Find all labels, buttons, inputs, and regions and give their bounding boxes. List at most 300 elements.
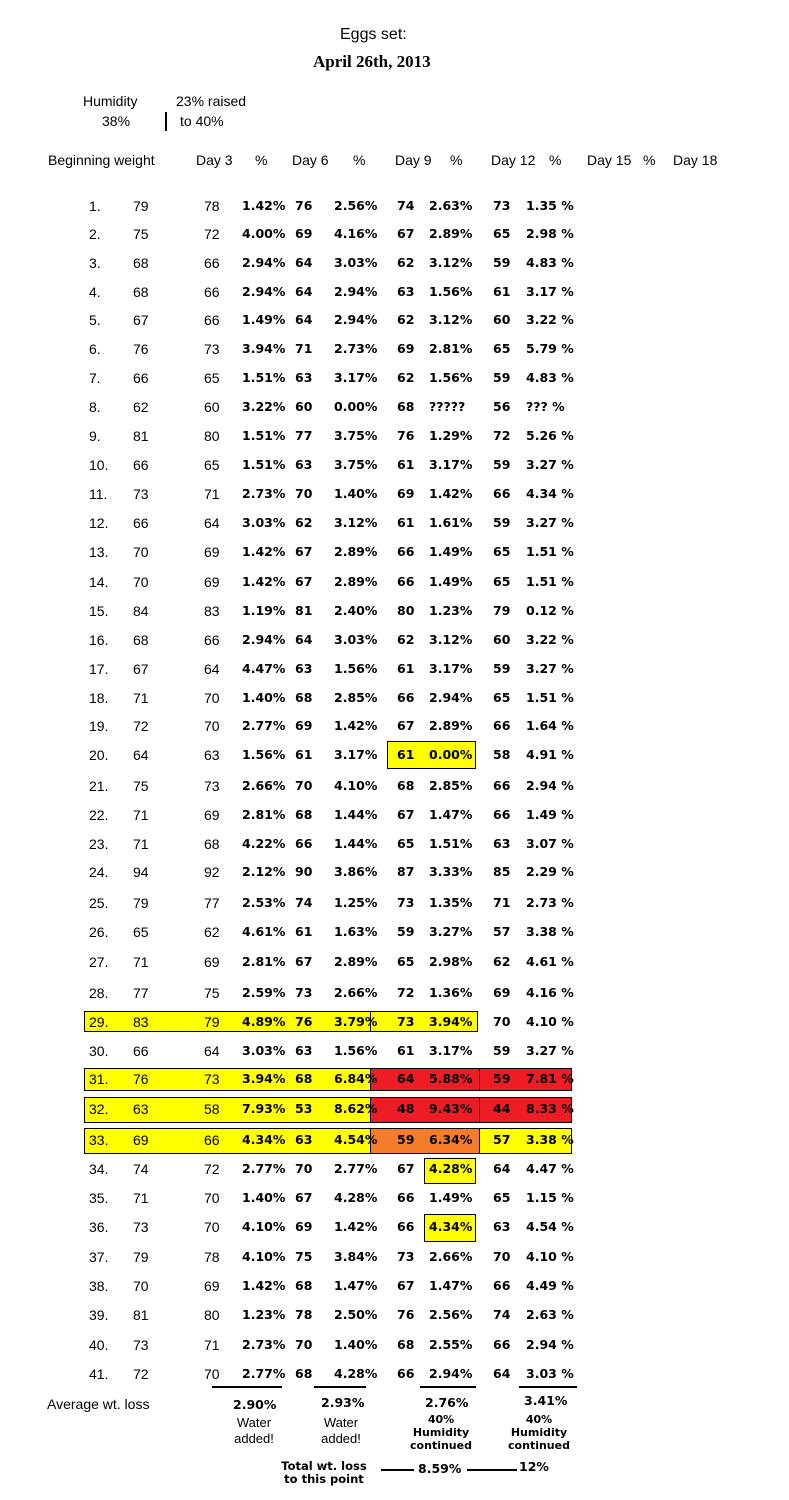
row-number: 7. xyxy=(89,370,101,386)
day6-weight: 67 xyxy=(295,544,313,559)
row-number: 25. xyxy=(89,895,109,911)
day9-pct: 1.49% xyxy=(429,544,473,559)
day3-weight: 66 xyxy=(204,284,220,300)
day6-weight: 62 xyxy=(295,515,313,530)
day12-weight: 79 xyxy=(493,603,511,618)
note-day9: 40% Humidity continued xyxy=(410,1413,472,1452)
row-number: 11. xyxy=(89,486,108,502)
day6-weight: 67 xyxy=(295,574,313,589)
day9-weight: 68 xyxy=(397,778,415,793)
day3-pct: 1.51% xyxy=(242,457,286,472)
day9-weight: 66 xyxy=(397,1366,415,1381)
header-day3: Day 3 xyxy=(196,152,233,168)
day6-weight: 69 xyxy=(295,226,313,241)
day12-pct: 4.83 % xyxy=(526,370,574,385)
day6-weight: 64 xyxy=(295,284,313,299)
day6-pct: 2.66% xyxy=(334,985,378,1000)
day3-weight: 64 xyxy=(204,661,220,677)
day3-pct: 4.34% xyxy=(242,1132,286,1147)
day9-weight: 62 xyxy=(397,370,415,385)
beginning-weight: 71 xyxy=(133,690,149,706)
day6-pct: 4.16% xyxy=(334,226,378,241)
beginning-weight: 68 xyxy=(133,284,149,300)
day6-pct: 1.56% xyxy=(334,661,378,676)
day12-pct: 3.38 % xyxy=(526,1132,574,1147)
beginning-weight: 83 xyxy=(133,1014,149,1030)
day12-weight: 59 xyxy=(493,457,511,472)
day12-weight: 66 xyxy=(493,718,511,733)
day9-weight: 69 xyxy=(397,486,415,501)
beginning-weight: 73 xyxy=(133,1219,149,1235)
day3-pct: 2.12% xyxy=(242,864,286,879)
row-number: 4. xyxy=(89,284,101,300)
day12-weight: 64 xyxy=(493,1161,511,1176)
row-number: 8. xyxy=(89,399,101,415)
day12-weight: 64 xyxy=(493,1366,511,1381)
day6-weight: 61 xyxy=(295,924,313,939)
day12-pct: 3.27 % xyxy=(526,661,574,676)
day6-pct: 3.86% xyxy=(334,864,378,879)
day3-pct: 2.53% xyxy=(242,895,286,910)
row-number: 5. xyxy=(89,312,101,328)
day9-pct: 2.98% xyxy=(429,954,473,969)
day9-pct: 4.28% xyxy=(429,1161,473,1176)
day9-weight: 62 xyxy=(397,632,415,647)
day9-pct: 2.85% xyxy=(429,778,473,793)
beginning-weight: 75 xyxy=(133,778,149,794)
beginning-weight: 79 xyxy=(133,198,149,214)
day9-pct: 2.55% xyxy=(429,1337,473,1352)
day3-pct: 7.93% xyxy=(242,1101,286,1116)
day9-weight: 72 xyxy=(397,985,415,1000)
row-number: 18. xyxy=(89,690,109,706)
day9-pct: 1.51% xyxy=(429,836,473,851)
day6-pct: 4.28% xyxy=(334,1190,378,1205)
beginning-weight: 70 xyxy=(133,574,149,590)
day3-weight: 66 xyxy=(204,632,220,648)
day3-weight: 68 xyxy=(204,836,220,852)
day6-pct: 3.03% xyxy=(334,255,378,270)
beginning-weight: 68 xyxy=(133,632,149,648)
day3-pct: 3.94% xyxy=(242,1071,286,1086)
row-number: 27. xyxy=(89,954,109,970)
day3-weight: 64 xyxy=(204,515,220,531)
day9-pct: 3.12% xyxy=(429,632,473,647)
day3-weight: 65 xyxy=(204,370,220,386)
day12-weight: 73 xyxy=(493,198,511,213)
day6-weight: 61 xyxy=(295,747,313,762)
day3-weight: 77 xyxy=(204,895,220,911)
day6-pct: 2.94% xyxy=(334,312,378,327)
day9-pct: 2.66% xyxy=(429,1249,473,1264)
day9-weight: 67 xyxy=(397,807,415,822)
day9-pct: 2.94% xyxy=(429,690,473,705)
date: April 26th, 2013 xyxy=(313,52,431,71)
day12-weight: 62 xyxy=(493,954,511,969)
avg-underline-day12 xyxy=(519,1386,577,1388)
day6-weight: 90 xyxy=(295,864,313,879)
day6-pct: 8.62% xyxy=(334,1101,378,1116)
day9-weight: 66 xyxy=(397,574,415,589)
beginning-weight: 76 xyxy=(133,1071,149,1087)
row-number: 22. xyxy=(89,807,109,823)
day3-weight: 64 xyxy=(204,1043,220,1059)
row-number: 6. xyxy=(89,341,101,357)
day12-weight: 65 xyxy=(493,544,511,559)
beginning-weight: 72 xyxy=(133,718,149,734)
day3-weight: 73 xyxy=(204,341,220,357)
day9-weight: 61 xyxy=(397,515,415,530)
day12-weight: 59 xyxy=(493,255,511,270)
day12-weight: 57 xyxy=(493,924,511,939)
day9-pct: 2.56% xyxy=(429,1307,473,1322)
day3-weight: 69 xyxy=(204,807,220,823)
day6-weight: 70 xyxy=(295,1161,313,1176)
day9-pct: 4.34% xyxy=(429,1219,473,1234)
day12-pct: 8.33 % xyxy=(526,1101,574,1116)
beginning-weight: 71 xyxy=(133,807,149,823)
day9-pct: 5.88% xyxy=(429,1071,473,1086)
day3-pct: 1.19% xyxy=(242,603,286,618)
day6-pct: 3.75% xyxy=(334,457,378,472)
day12-pct: 4.10 % xyxy=(526,1249,574,1264)
day12-pct: 7.81 % xyxy=(526,1071,574,1086)
day9-weight: 66 xyxy=(397,544,415,559)
day6-pct: 2.89% xyxy=(334,574,378,589)
day3-pct: 2.77% xyxy=(242,1161,286,1176)
day3-weight: 78 xyxy=(204,198,220,214)
day9-weight: 67 xyxy=(397,718,415,733)
day9-pct: 1.49% xyxy=(429,1190,473,1205)
row-number: 41. xyxy=(89,1366,109,1382)
day9-weight: 61 xyxy=(397,1043,415,1058)
row-number: 28. xyxy=(89,985,109,1001)
day3-weight: 75 xyxy=(204,985,220,1001)
day3-weight: 73 xyxy=(204,778,220,794)
day6-weight: 53 xyxy=(295,1101,313,1116)
day12-weight: 65 xyxy=(493,341,511,356)
note-day3: Water added! xyxy=(234,1415,274,1446)
day6-weight: 68 xyxy=(295,807,313,822)
day9-pct: 1.29% xyxy=(429,428,473,443)
day9-weight: 76 xyxy=(397,1307,415,1322)
day6-weight: 68 xyxy=(295,1366,313,1381)
day12-pct: 3.22 % xyxy=(526,312,574,327)
day9-weight: 68 xyxy=(397,399,415,414)
day6-weight: 75 xyxy=(295,1249,313,1264)
day3-pct: 1.56% xyxy=(242,747,286,762)
row-number: 9. xyxy=(89,428,101,444)
day6-weight: 76 xyxy=(295,1014,313,1029)
day9-weight: 69 xyxy=(397,341,415,356)
day6-pct: 3.75% xyxy=(334,428,378,443)
day9-pct: 2.94% xyxy=(429,1366,473,1381)
day12-weight: 65 xyxy=(493,574,511,589)
day12-pct: 3.27 % xyxy=(526,457,574,472)
day12-pct: 4.49 % xyxy=(526,1278,574,1293)
day12-weight: 74 xyxy=(493,1307,511,1322)
day3-pct: 4.00% xyxy=(242,226,286,241)
beginning-weight: 73 xyxy=(133,486,149,502)
day9-pct: 1.23% xyxy=(429,603,473,618)
row-number: 16. xyxy=(89,632,109,648)
header-day9: Day 9 xyxy=(395,152,432,168)
humidity-change-2: to 40% xyxy=(180,113,224,129)
day3-pct: 3.94% xyxy=(242,341,286,356)
day6-weight: 70 xyxy=(295,1337,313,1352)
day6-weight: 69 xyxy=(295,718,313,733)
day3-pct: 1.42% xyxy=(242,1278,286,1293)
row-number: 31. xyxy=(89,1071,109,1087)
total-day9: 8.59% xyxy=(418,1461,462,1476)
day3-pct: 4.10% xyxy=(242,1249,286,1264)
row-number: 21. xyxy=(89,778,109,794)
avg-underline-day6 xyxy=(314,1386,366,1388)
avg-label: Average wt. loss xyxy=(47,1396,150,1412)
day3-weight: 65 xyxy=(204,457,220,473)
avg-underline-day9 xyxy=(420,1386,476,1388)
day12-pct: 5.26 % xyxy=(526,428,574,443)
row-number: 2. xyxy=(89,226,101,242)
row-number: 13. xyxy=(89,544,109,560)
beginning-weight: 73 xyxy=(133,1337,149,1353)
day6-weight: 60 xyxy=(295,399,313,414)
day3-weight: 78 xyxy=(204,1249,220,1265)
beginning-weight: 66 xyxy=(133,1043,149,1059)
day6-weight: 71 xyxy=(295,341,313,356)
beginning-weight: 66 xyxy=(133,515,149,531)
highlight-row29-a xyxy=(84,1011,371,1032)
beginning-weight: 65 xyxy=(133,924,149,940)
day12-weight: 72 xyxy=(493,428,511,443)
day3-pct: 2.81% xyxy=(242,807,286,822)
humidity-value: 38% xyxy=(102,113,131,129)
day3-pct: 2.77% xyxy=(242,1366,286,1381)
day6-pct: 1.47% xyxy=(334,1278,378,1293)
day3-pct: 4.22% xyxy=(242,836,286,851)
day3-pct: 3.03% xyxy=(242,1043,286,1058)
row-number: 20. xyxy=(89,747,109,763)
day6-pct: 2.56% xyxy=(334,198,378,213)
beginning-weight: 70 xyxy=(133,544,149,560)
header-day15: Day 15 xyxy=(587,152,632,168)
day6-pct: 2.89% xyxy=(334,954,378,969)
row-number: 36. xyxy=(89,1219,109,1235)
header-pct3: % xyxy=(450,152,463,168)
humidity-change-1: 23% raised xyxy=(176,93,247,109)
day12-weight: 59 xyxy=(493,1043,511,1058)
day9-weight: 64 xyxy=(397,1071,415,1086)
day12-pct: 1.51 % xyxy=(526,544,574,559)
day12-weight: 57 xyxy=(493,1132,511,1147)
day3-pct: 2.59% xyxy=(242,985,286,1000)
beginning-weight: 79 xyxy=(133,1249,149,1265)
row-number: 17. xyxy=(89,661,109,677)
day9-weight: 61 xyxy=(397,661,415,676)
day9-weight: 63 xyxy=(397,284,415,299)
day9-weight: 67 xyxy=(397,1278,415,1293)
row-number: 24. xyxy=(89,864,109,880)
day3-weight: 72 xyxy=(204,226,220,242)
row-number: 33. xyxy=(89,1132,109,1148)
header-pct4: % xyxy=(549,152,562,168)
day12-pct: 2.94 % xyxy=(526,778,574,793)
beginning-weight: 70 xyxy=(133,1278,149,1294)
day3-weight: 72 xyxy=(204,1161,220,1177)
avg-day9: 2.76% xyxy=(425,1395,469,1410)
day9-weight: 62 xyxy=(397,255,415,270)
day9-weight: 59 xyxy=(397,1132,415,1147)
beginning-weight: 81 xyxy=(133,428,149,444)
day12-pct: 3.22 % xyxy=(526,632,574,647)
day12-weight: 61 xyxy=(493,284,511,299)
day3-weight: 80 xyxy=(204,428,220,444)
day3-pct: 1.49% xyxy=(242,312,286,327)
day6-weight: 68 xyxy=(295,690,313,705)
day12-pct: 3.27 % xyxy=(526,1043,574,1058)
beginning-weight: 63 xyxy=(133,1101,149,1117)
beginning-weight: 67 xyxy=(133,661,149,677)
day12-weight: 66 xyxy=(493,778,511,793)
day6-pct: 3.84% xyxy=(334,1249,378,1264)
header-day18: Day 18 xyxy=(673,152,718,168)
day9-pct: 1.56% xyxy=(429,284,473,299)
day3-pct: 2.66% xyxy=(242,778,286,793)
row-number: 35. xyxy=(89,1190,109,1206)
day9-pct: ????? xyxy=(429,399,466,414)
day9-weight: 65 xyxy=(397,836,415,851)
day3-pct: 2.73% xyxy=(242,1337,286,1352)
day6-pct: 2.89% xyxy=(334,544,378,559)
day3-pct: 1.42% xyxy=(242,574,286,589)
header-beginning-weight: Beginning weight xyxy=(48,152,155,168)
note-day6: Water added! xyxy=(321,1415,361,1446)
day3-weight: 83 xyxy=(204,603,220,619)
day12-weight: 60 xyxy=(493,632,511,647)
row-number: 10. xyxy=(89,457,109,473)
day6-weight: 70 xyxy=(295,778,313,793)
day6-pct: 1.40% xyxy=(334,1337,378,1352)
day3-weight: 62 xyxy=(204,924,220,940)
day3-pct: 1.42% xyxy=(242,198,286,213)
beginning-weight: 81 xyxy=(133,1307,149,1323)
day3-weight: 58 xyxy=(204,1101,220,1117)
day9-weight: 59 xyxy=(397,924,415,939)
row-number: 3. xyxy=(89,255,101,271)
day6-pct: 1.42% xyxy=(334,1219,378,1234)
row-number: 39. xyxy=(89,1307,109,1323)
day6-pct: 4.54% xyxy=(334,1132,378,1147)
header-pct2: % xyxy=(353,152,366,168)
day12-weight: 59 xyxy=(493,1071,511,1086)
day6-pct: 2.85% xyxy=(334,690,378,705)
day3-pct: 1.40% xyxy=(242,690,286,705)
day6-weight: 63 xyxy=(295,457,313,472)
day9-weight: 73 xyxy=(397,895,415,910)
day12-pct: 4.16 % xyxy=(526,985,574,1000)
row-number: 14. xyxy=(89,574,109,590)
day12-pct: 5.79 % xyxy=(526,341,574,356)
day3-pct: 2.81% xyxy=(242,954,286,969)
day6-pct: 4.28% xyxy=(334,1366,378,1381)
header-pct5: % xyxy=(643,152,656,168)
day6-weight: 76 xyxy=(295,198,313,213)
day12-pct: 2.29 % xyxy=(526,864,574,879)
note-day12: 40% Humidity continued xyxy=(508,1413,570,1452)
beginning-weight: 71 xyxy=(133,836,149,852)
beginning-weight: 64 xyxy=(133,747,149,763)
day3-pct: 2.94% xyxy=(242,632,286,647)
day12-pct: 1.64 % xyxy=(526,718,574,733)
day9-pct: 2.89% xyxy=(429,718,473,733)
day12-weight: 65 xyxy=(493,226,511,241)
day3-weight: 79 xyxy=(204,1014,220,1030)
day9-pct: 3.17% xyxy=(429,661,473,676)
day12-weight: 66 xyxy=(493,807,511,822)
day6-weight: 70 xyxy=(295,486,313,501)
day9-weight: 87 xyxy=(397,864,415,879)
highlight-row33-a xyxy=(84,1128,371,1154)
day6-weight: 63 xyxy=(295,1043,313,1058)
humidity-label: Humidity xyxy=(83,93,138,109)
day3-pct: 1.51% xyxy=(242,370,286,385)
total-line-2 xyxy=(467,1469,517,1471)
day6-pct: 2.50% xyxy=(334,1307,378,1322)
day12-weight: 65 xyxy=(493,1190,511,1205)
day6-weight: 73 xyxy=(295,985,313,1000)
day6-weight: 68 xyxy=(295,1071,313,1086)
day12-pct: 4.83 % xyxy=(526,255,574,270)
day9-pct: 3.27% xyxy=(429,924,473,939)
day12-pct: 3.38 % xyxy=(526,924,574,939)
day6-weight: 63 xyxy=(295,1132,313,1147)
day6-weight: 64 xyxy=(295,632,313,647)
day12-weight: 63 xyxy=(493,1219,511,1234)
beginning-weight: 94 xyxy=(133,864,149,880)
day9-weight: 66 xyxy=(397,1190,415,1205)
day9-pct: 3.12% xyxy=(429,312,473,327)
day3-pct: 2.94% xyxy=(242,284,286,299)
day9-pct: 6.34% xyxy=(429,1132,473,1147)
day12-weight: 71 xyxy=(493,895,511,910)
day12-weight: 56 xyxy=(493,399,511,414)
day3-pct: 4.10% xyxy=(242,1219,286,1234)
beginning-weight: 76 xyxy=(133,341,149,357)
day6-pct: 1.25% xyxy=(334,895,378,910)
day12-weight: 69 xyxy=(493,985,511,1000)
day6-pct: 1.63% xyxy=(334,924,378,939)
day6-pct: 1.44% xyxy=(334,807,378,822)
row-number: 38. xyxy=(89,1278,109,1294)
day9-pct: 0.00% xyxy=(429,747,473,762)
day9-pct: 3.12% xyxy=(429,255,473,270)
row-number: 12. xyxy=(89,515,109,531)
day6-pct: 1.56% xyxy=(334,1043,378,1058)
day3-pct: 3.22% xyxy=(242,399,286,414)
day3-weight: 80 xyxy=(204,1307,220,1323)
day12-weight: 59 xyxy=(493,661,511,676)
total-label: Total wt. loss to this point xyxy=(281,1459,367,1486)
day12-pct: 1.35 % xyxy=(526,198,574,213)
beginning-weight: 77 xyxy=(133,985,149,1001)
day6-weight: 68 xyxy=(295,1278,313,1293)
day9-weight: 62 xyxy=(397,312,415,327)
day12-pct: 2.98 % xyxy=(526,226,574,241)
day9-weight: 66 xyxy=(397,1219,415,1234)
day12-weight: 66 xyxy=(493,1337,511,1352)
day9-pct: 1.61% xyxy=(429,515,473,530)
day3-weight: 63 xyxy=(204,747,220,763)
